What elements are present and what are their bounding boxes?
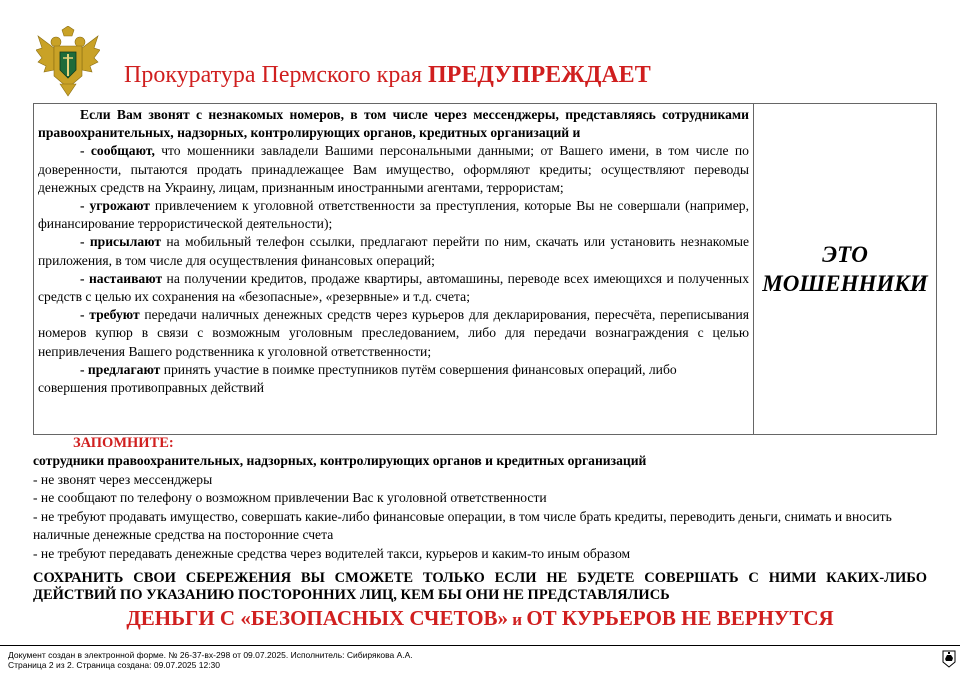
remember-item: - не звонят через мессенджеры (33, 471, 213, 487)
money-conj: и (508, 610, 527, 629)
money-part-2: ОТ КУРЬЕРОВ НЕ ВЕРНУТСЯ (526, 606, 834, 630)
emblem-icon (36, 26, 100, 98)
item-text: что мошенники завладели Вашими персональными данными; от Вашего имени, в том числе по доверенности, пытаются продать принадлежащее Вам имущество, оформляют кредиты; осуществляют переводы денежных средств на Украину, лицам, признанным иностранными агентами, террористам; (38, 143, 749, 195)
page-title (124, 60, 651, 90)
fraud-signs-table (33, 103, 937, 435)
footer-line-2: Страница 2 из 2. Страница создана: 09.07.2025 12:30 (8, 660, 221, 670)
save-savings-notice: СОХРАНИТЬ СВОИ СБЕРЕЖЕНИЯ ВЫ СМОЖЕТЕ ТОЛЬКО ЕСЛИ НЕ БУДЕТЕ СОВЕРШАТЬ С НИМИ КАКИХ-ЛИБО ДЕЙСТВИЙ ПО УКАЗАНИЮ ПОСТОРОННИХ ЛИЦ, КЕМ БЫ ОНИ НЕ ПРЕДСТАВЛЯЛИСЬ (33, 570, 927, 603)
footer-logo-icon (942, 650, 956, 668)
money-part-1: ДЕНЬГИ С «БЕЗОПАСНЫХ СЧЕТОВ» (126, 606, 509, 630)
remember-item: - не требуют передавать денежные средства через водителей такси, курьеров и каким-то иным образом (33, 545, 631, 561)
org-name: Прокуратура Пермского края (124, 62, 423, 88)
item-verb: - угрожают (80, 198, 150, 214)
item-verb: - сообщают, (80, 143, 155, 159)
fraud-signs-cell (34, 104, 754, 435)
item-text: на мобильный телефон ссылки, предлагают перейти по ним, скачать или установить незнакомые приложения, в том числе для осуществления финансовых операций; (38, 234, 750, 268)
item-text: привлечением к уголовной ответственности за преступления, которые Вы не совершали (например, финансирование террористической деятельности); (38, 198, 749, 232)
verdict-line-1: ЭТО (822, 242, 868, 267)
remember-section (33, 434, 933, 563)
remember-title: ЗАПОМНИТЕ: (73, 435, 174, 451)
money-warning (33, 605, 927, 633)
item-text: передачи наличных денежных средств через курьеров для декларирования, пересчёта, переписывания номеров купюр в связи с возможным уголовным преследованием, либо для передачи вознаграждения с целью непривлечения Вашего родственника к уголовной ответственности; (38, 307, 749, 359)
item-verb: - требуют (80, 307, 140, 323)
list-item (38, 361, 749, 397)
item-text: на получении кредитов, продаже квартиры, автомашины, переводе всех имеющихся и полученных средств с целью их сохранения на «безопасные», «резервные» и т.д. счета; (38, 270, 749, 305)
item-verb: - настаивают (80, 270, 163, 286)
lead-paragraph: Если Вам звонят с незнакомых номеров, в том числе через мессенджеры, представляясь сотрудниками правоохранительных, надзорных, контролирующих органов, кредитных организаций и (38, 107, 749, 141)
verdict-line-2: МОШЕННИКИ (762, 271, 928, 296)
list-item (38, 270, 749, 306)
list-item (38, 233, 749, 269)
remember-item: - не сообщают по телефону о возможном привлечении Вас к уголовной ответственности (33, 490, 547, 505)
item-verb: - предлагают (80, 361, 161, 377)
footer (8, 650, 413, 670)
verdict-cell (754, 104, 937, 435)
list-item (38, 142, 749, 197)
footer-line-1: Документ создан в электронной форме. № 26-37-вх-298 от 09.07.2025. Исполнитель: Сибирякова А.А. (8, 650, 413, 660)
list-item (38, 306, 749, 361)
item-text: принять участие в поимке преступников путём совершения финансовых операций, либо совершения противоправных действий (38, 361, 677, 396)
remember-subtitle: сотрудники правоохранительных, надзорных, контролирующих органов и кредитных организаций (33, 453, 647, 468)
remember-item: - не требуют продавать имущество, совершать какие-либо финансовые операции, в том числе брать кредиты, переводить деньги, снимать и вносить наличные денежные средства на посторонние счета (33, 508, 892, 542)
item-verb: - присылают (80, 234, 162, 250)
list-item (38, 197, 749, 233)
warning-word: ПРЕДУПРЕЖДАЕТ (428, 62, 651, 88)
footer-divider (0, 645, 960, 646)
